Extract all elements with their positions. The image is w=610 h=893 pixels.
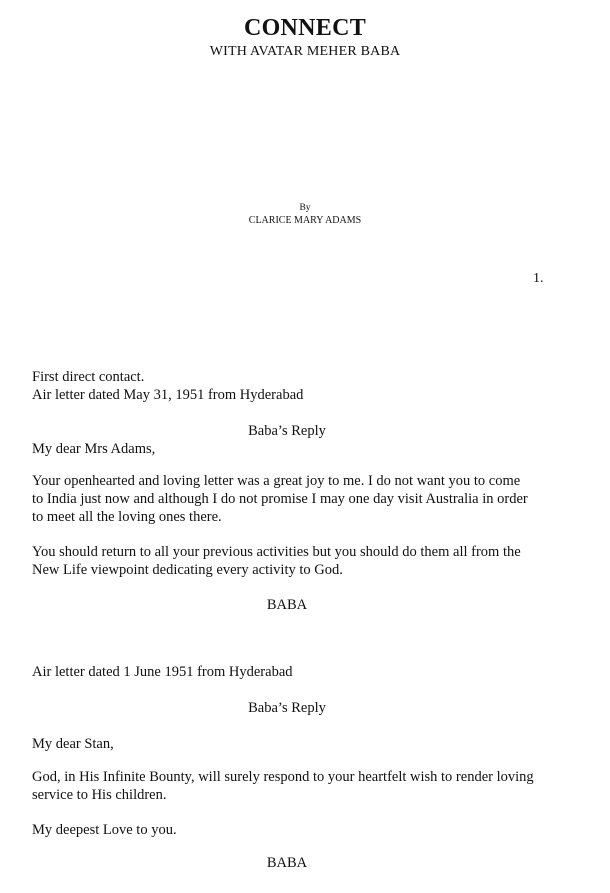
letter1-salutation: My dear Mrs Adams, xyxy=(32,441,156,457)
document-title: CONNECT xyxy=(243,15,367,41)
page-number: 1. xyxy=(533,271,544,286)
letter1-intro-line1: First direct contact. xyxy=(32,369,145,385)
letter2-reply-heading: Baba’s Reply xyxy=(248,700,326,716)
letter1-paragraph1 xyxy=(32,472,592,526)
letter2-paragraph1-line: God, in His Infinite Bounty, will surely respond to your heartfelt wish to render loving xyxy=(32,769,534,785)
letter1-paragraph1-line: Your openhearted and loving letter was a great joy to me. I do not want you to come xyxy=(32,473,521,489)
document-subtitle: WITH AVATAR MEHER BABA xyxy=(209,44,401,59)
letter1-intro-line2: Air letter dated May 31, 1951 from Hyderabad xyxy=(32,387,304,403)
letter2-paragraph1-line: service to His children. xyxy=(32,787,167,803)
letter1-paragraph2-line: You should return to all your previous activities but you should do them all from the xyxy=(32,544,521,560)
letter2-paragraph1 xyxy=(32,768,592,804)
letter1-paragraph2-line: New Life viewpoint dedicating every activity to God. xyxy=(32,562,343,578)
letter1-paragraph1-line: to meet all the loving ones there. xyxy=(32,509,222,525)
author-name: CLARICE MARY ADAMS xyxy=(248,215,362,226)
letter1-signature: BABA xyxy=(266,597,308,613)
letter1-reply-heading: Baba’s Reply xyxy=(248,423,326,439)
letter1-paragraph2 xyxy=(32,543,592,579)
letter1-paragraph1-line: to India just now and although I do not promise I may one day visit Australia in order xyxy=(32,491,528,507)
byline-label: By xyxy=(299,203,311,213)
letter2-signature: BABA xyxy=(266,855,308,871)
letter2-closing: My deepest Love to you. xyxy=(32,822,177,838)
letter2-intro-line1: Air letter dated 1 June 1951 from Hyderabad xyxy=(32,664,293,680)
letter2-salutation: My dear Stan, xyxy=(32,736,114,752)
